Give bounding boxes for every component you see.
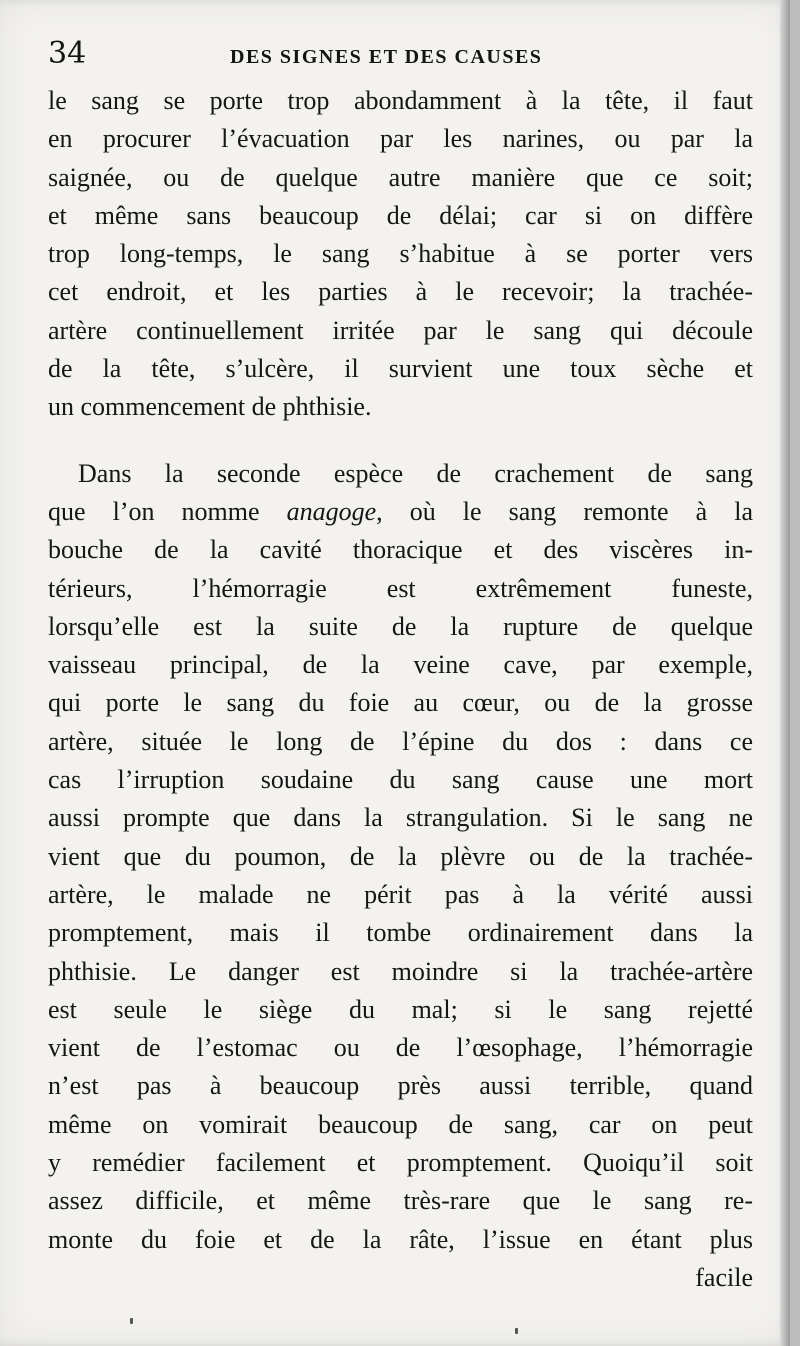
text-line: cet endroit, et les parties à le recevoir; la trachée- — [48, 277, 753, 307]
paragraph-2 — [48, 455, 753, 1259]
text-line: monte du foie et de la râte, l’issue en étant plus — [48, 1224, 753, 1254]
body-text — [48, 82, 753, 1297]
page-header — [48, 36, 748, 80]
ink-speck — [130, 1318, 133, 1324]
text-line: en procurer l’évacuation par les narines, ou par la — [48, 124, 753, 154]
text-line: térieurs, l’hémorragie est extrêmement funeste, — [48, 573, 753, 603]
text-line — [48, 455, 753, 493]
text-segment: , où le sang remonte à la — [376, 496, 753, 526]
text-segment: Dans la seconde espèce de crachement de sang — [78, 458, 753, 488]
text-line: bouche de la cavité thoracique et des viscères in- — [48, 535, 753, 565]
ink-speck — [515, 1328, 518, 1334]
text-line: vient que du poumon, de la plèvre ou de la trachée- — [48, 841, 753, 871]
text-segment: que l’on nomme — [48, 496, 287, 526]
text-line: y remédier facilement et promptement. Quoiqu’il soit — [48, 1148, 753, 1178]
text-line: de la tête, s’ulcère, il survient une toux sèche et — [48, 354, 753, 384]
italic-term: anagoge — [286, 496, 377, 526]
text-line: phthisie. Le danger est moindre si la trachée-artère — [48, 956, 753, 986]
running-head: DES SIGNES ET DES CAUSES — [230, 46, 543, 68]
paragraph-gap — [48, 427, 753, 455]
text-line: assez difficile, et même très-rare que le sang re- — [48, 1186, 753, 1216]
text-line: vient de l’estomac ou de l’œsophage, l’hémorragie — [48, 1033, 753, 1063]
text-line: promptement, mais il tombe ordinairement dans la — [48, 918, 753, 948]
text-line: le sang se porte trop abondamment à la tête, il faut — [48, 86, 753, 115]
text-line: un commencement de phthisie. — [48, 392, 372, 422]
text-line: est seule le siège du mal; si le sang rejetté — [48, 994, 753, 1024]
text-line: qui porte le sang du foie au cœur, ou de la grosse — [48, 688, 753, 718]
paragraph-1 — [48, 82, 753, 427]
text-line: artère continuellement irritée par le sang qui découle — [48, 315, 753, 345]
text-line: saignée, ou de quelque autre manière que ce soit; — [48, 162, 753, 192]
text-line: artère, située le long de l’épine du dos : dans ce — [48, 726, 753, 756]
text-line: trop long-temps, le sang s’habitue à se porter vers — [48, 239, 753, 269]
page-edge-shadow — [780, 0, 790, 1346]
text-line: artère, le malade ne périt pas à la vérité aussi — [48, 879, 753, 909]
text-line: et même sans beaucoup de délai; car si on diffère — [48, 200, 753, 230]
text-line: lorsqu’elle est la suite de la rupture de quelque — [48, 611, 753, 641]
page-number: 34 — [48, 36, 87, 71]
text-line — [48, 493, 753, 531]
text-line: n’est pas à beaucoup près aussi terrible, quand — [48, 1071, 753, 1101]
text-line: vaisseau principal, de la veine cave, par exemple, — [48, 650, 753, 680]
text-line: cas l’irruption soudaine du sang cause une mort — [48, 765, 753, 795]
catchword: facile — [695, 1262, 753, 1292]
text-line: aussi prompte que dans la strangulation. Si le sang ne — [48, 803, 753, 833]
text-line: même on vomirait beaucoup de sang, car on peut — [48, 1109, 753, 1139]
